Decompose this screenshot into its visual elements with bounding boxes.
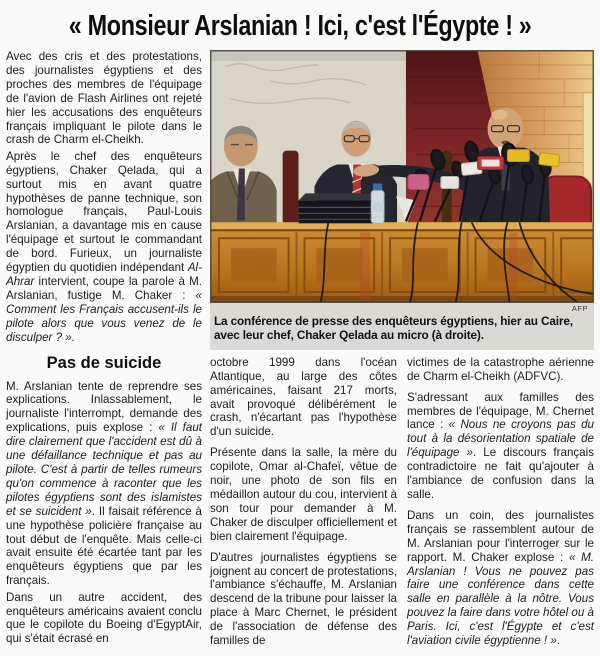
article-paragraph (407, 509, 594, 648)
article-paragraph (210, 551, 397, 648)
photo-credit: AFP (571, 304, 588, 313)
body-text: intervient, coupe la parole à M. Arslanian, fustige M. Chaker : (6, 275, 202, 302)
body-text: M. Arslanian tente de reprendre ses explications. Inlassablement, le journaliste l'interrompt, demande des explications, puis explose : (6, 379, 202, 435)
body-text: Dans un coin, des journalistes français se rassemblent autour de M. Arslanian pour l'interroger sur le rapport. M. Chaker explose : (407, 508, 594, 564)
caption-box (210, 303, 594, 350)
quote-text: « Il faut dire clairement que l'accident est dû à une défaillance technique et pas au pilote. C'est à partir de telles rumeurs qu'on commence à raconter que les pilotes égyptiens sont des islamistes et se suicident » (6, 421, 202, 518)
quote-text: « Nous ne croyons pas du tout à la désorientation spatiale de l'équipage » (407, 418, 594, 460)
press-photo-figure (210, 50, 594, 350)
article-paragraph (407, 356, 594, 384)
quote-text: « M. Arslanian ! Vous ne pouvez pas faire une conférence dans cette salle en parallèle à la nôtre. Vous pouvez la faire dans votre hôtel ou à Paris. Ici, c'est l'Égypte et c'est l'aviation civile égyptienne ! » (407, 550, 594, 648)
chair-back-left (283, 151, 299, 225)
article-paragraph (6, 591, 202, 647)
article-paragraph (6, 380, 202, 589)
headline-text: « Monsieur Arslanian ! Ici, c'est l'Égypte ! » (68, 10, 532, 42)
body-text: Avec des cris et des protestations, des journalistes égyptiens et des proches des membres de l'équipage de l'avion de Flash Airlines ont rejeté hier les accusations des enquêteurs français impliquant le pilote dans le crash de Charm el-Cheikh. (6, 50, 202, 147)
article-column-left (6, 50, 202, 655)
article-paragraph (210, 356, 397, 439)
quote-text: Al-Ahrar (6, 261, 202, 288)
right-region (210, 50, 594, 655)
article-paragraph (6, 150, 202, 345)
body-text: D'autres journalistes égyptiens se joignent au concert de protestations, l'ambiance s'échauffe, M. Arslanian descend de la tribune pour laisser la place à Marc Chernet, le président de l'association de défense des familles de (210, 550, 397, 648)
article-column-middle (210, 356, 397, 655)
quote-text: « Comment les Français accusent-ils le pilote alors que vous venez de le disculper ? ». (6, 288, 202, 344)
body-text: . (556, 634, 561, 648)
press-photo (210, 50, 594, 303)
article-paragraph (407, 391, 594, 502)
article-paragraph (210, 446, 397, 543)
body-text: . Il faisait référence à une hypothèse policière française au tout début de l'enquête. Mais celle-ci avait ensuite été écartée tant par les enquêteurs égyptiens que par les français. (6, 504, 202, 588)
tribune-desk (211, 222, 593, 302)
photo-caption: La conférence de presse des enquêteurs égyptiens, hier au Caire, avec leur chef, Chaker Qelada au micro (à droite). (214, 314, 573, 343)
article-column-right (407, 356, 594, 655)
headline (6, 6, 594, 43)
article-body (6, 50, 594, 655)
body-text: victimes de la catastrophe aérienne de Charm el-Cheikh (ADFVC). (407, 355, 594, 383)
section-subhead: Pas de suicide (46, 353, 162, 372)
body-text: S'adressant aux familles des membres de l'équipage, M. Chernet lance : (407, 390, 594, 432)
body-text: Après le chef des enquêteurs égyptiens, Chaker Qelada, qui a surtout mis en avant quatre hypothèses de panne technique, son homologue français, Paul-Louis Arslanian, a davantage mis en cause l'équipage et surtout le commandant de bord. Furieux, un journaliste égyptien du quotidien indépendant (6, 149, 202, 275)
body-text: octobre 1999 dans l'océan Atlantique, au large des côtes américaines, faisant 217 morts, avait provoqué délibérément le crash, n'écartant pas l'hypothèse d'un suicide. (210, 355, 397, 439)
press-conference-photo-illustration (211, 51, 593, 302)
body-text: Présente dans la salle, la mère du copilote, Omar al-Chafeï, vêtue de noir, une photo de son fils en médaillon autour du cou, intervient à son tour pour demander à M. Chaker de disculper officiellement et bien clairement l'équipage. (210, 446, 397, 543)
article-paragraph (6, 50, 202, 147)
body-text: Dans un autre accident, des enquêteurs américains avaient conclu que le copilote du Boeing d'EgyptAir, qui s'était écrasé en (6, 590, 202, 646)
body-text: . Le discours français contradictoire ne fait qu'ajouter à l'ambiance de confusion dans la salle. (407, 446, 595, 501)
lower-columns (210, 356, 594, 655)
